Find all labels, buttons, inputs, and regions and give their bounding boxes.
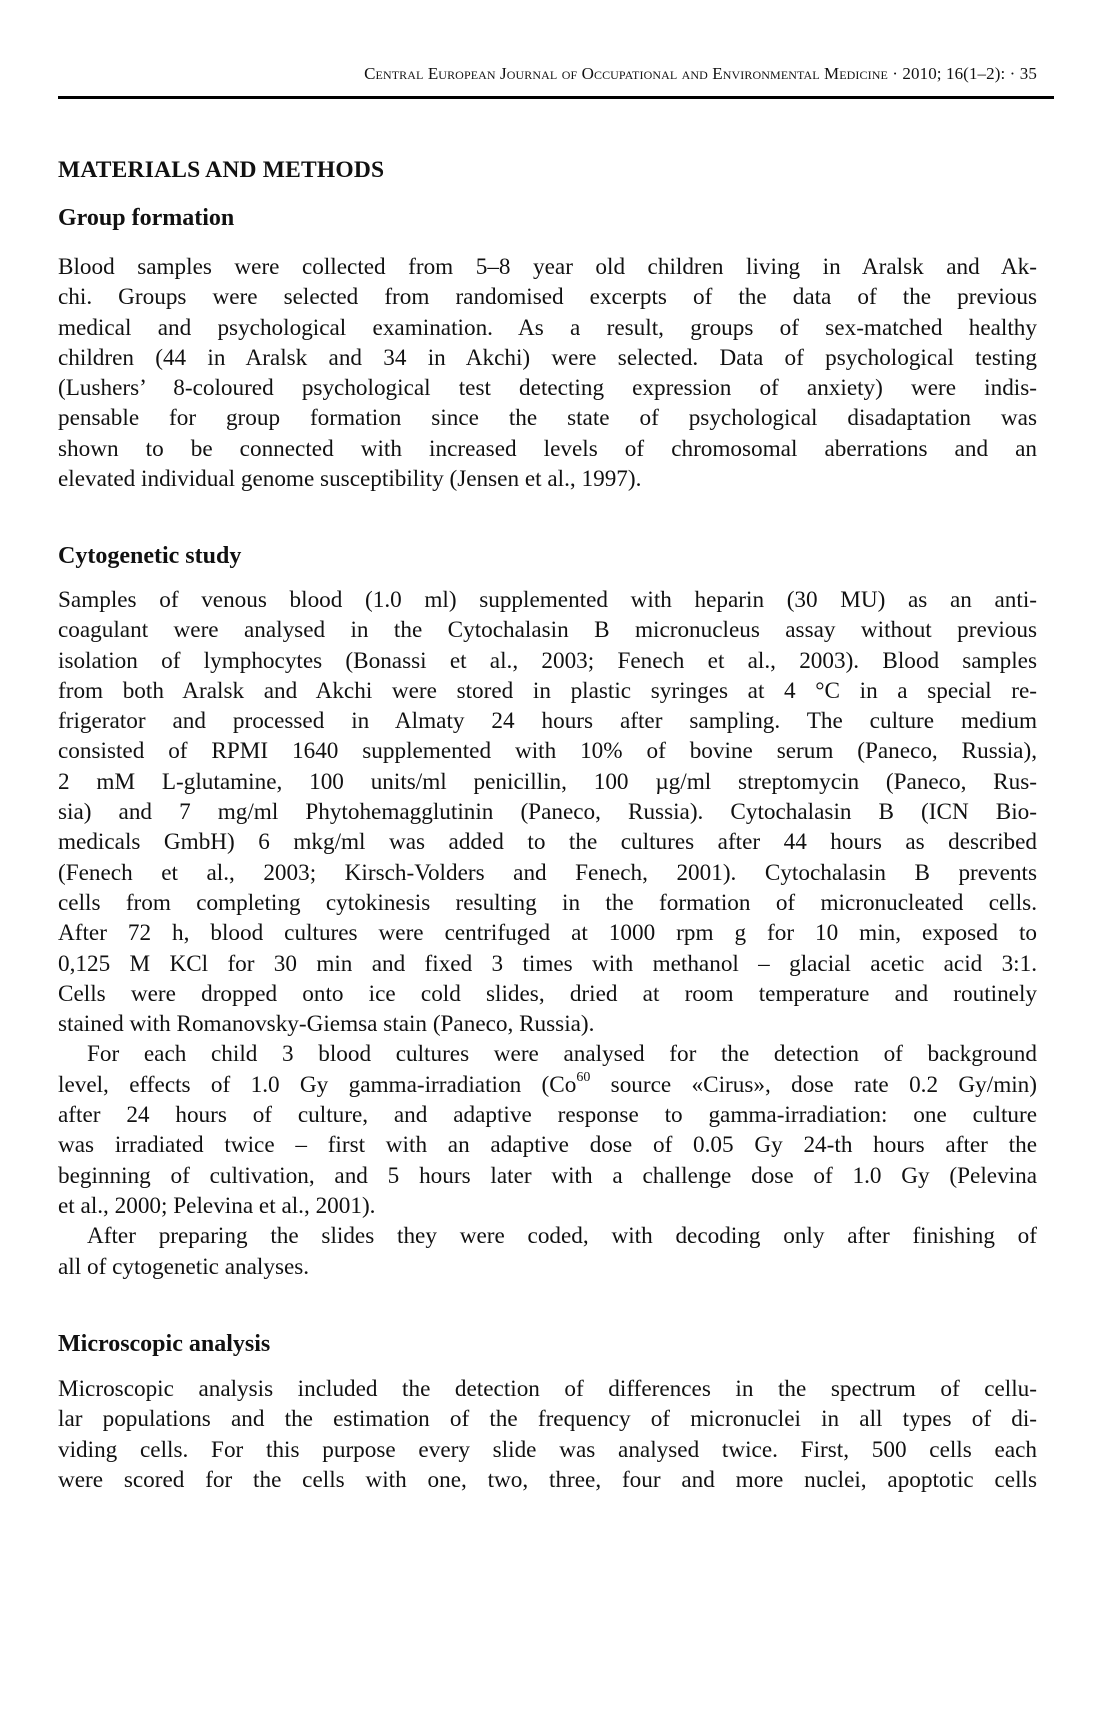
text-line-with-superscript [58, 1070, 1037, 1100]
text-line: medical and psychological examination. As a result, groups of sex-matched healthy [58, 314, 1037, 341]
superscript: 60 [576, 1070, 591, 1086]
text-line: et al., 2000; Pelevina et al., 2001). [58, 1192, 376, 1219]
text-line: consisted of RPMI 1640 supplemented with 10% of bovine serum (Paneco, Russia), [58, 738, 1037, 765]
text-line: viding cells. For this purpose every slide was analysed twice. First, 500 cells each [58, 1436, 1037, 1463]
text-line: Cells were dropped onto ice cold slides, dried at room temperature and routinely [58, 980, 1037, 1007]
text-line: sia) and 7 mg/ml Phytohemagglutinin (Paneco, Russia). Cytochalasin B (ICN Bio- [58, 799, 1037, 826]
text-fragment: level, effects of 1.0 Gy gamma-irradiation (Co [58, 1071, 577, 1098]
section-title: MATERIALS AND METHODS [58, 157, 385, 183]
paragraph [58, 1374, 1037, 1495]
text-line: 2 mM L-glutamine, 100 units/ml penicillin, 100 µg/ml streptomycin (Paneco, Rus- [58, 768, 1037, 795]
subheading-cytogenetic-study: Cytogenetic study [58, 543, 242, 569]
subheading-microscopic-analysis: Microscopic analysis [58, 1331, 271, 1357]
subheading-group-formation: Group formation [58, 205, 235, 231]
text-line: was irradiated twice – first with an adaptive dose of 0.05 Gy 24-th hours after the [58, 1132, 1037, 1159]
journal-title: Central European Journal of Occupational and Environmental Medicine [364, 64, 888, 83]
text-line: (Lushers’ 8-coloured psychological test detecting expression of anxiety) were indis- [58, 375, 1037, 402]
text-fragment: source «Cirus», dose rate 0.2 Gy/min) [590, 1071, 1037, 1098]
text-line: stained with Romanovsky-Giemsa stain (Paneco, Russia). [58, 1011, 595, 1038]
paragraph [58, 252, 1037, 494]
text-line: Samples of venous blood (1.0 ml) supplemented with heparin (30 MU) as an anti- [58, 587, 1037, 613]
text-line: Blood samples were collected from 5–8 year old children living in Aralsk and Ak- [58, 254, 1037, 280]
text-line: after 24 hours of culture, and adaptive response to gamma-irradiation: one culture [58, 1102, 1037, 1129]
text-line: medicals GmbH) 6 mkg/ml was added to the cultures after 44 hours as described [58, 829, 1037, 856]
text-line: 0,125 M KCl for 30 min and fixed 3 times with methanol – glacial acetic acid 3:1. [58, 950, 1037, 977]
citation: · 2010; 16(1–2): · 35 [892, 64, 1037, 83]
text-line: pensable for group formation since the state of psychological disadaptation was [58, 405, 1037, 432]
text-line: coagulant were analysed in the Cytochalasin B micronucleus assay without previous [58, 617, 1037, 644]
running-head [58, 64, 1037, 84]
text-line: frigerator and processed in Almaty 24 hours after sampling. The culture medium [58, 708, 1037, 735]
text-line: children (44 in Aralsk and 34 in Akchi) were selected. Data of psychological testing [58, 344, 1037, 371]
text-line: from both Aralsk and Akchi were stored in plastic syringes at 4 °C in a special re- [58, 677, 1037, 704]
text-line: were scored for the cells with one, two, three, four and more nuclei, apoptotic cells [58, 1466, 1037, 1493]
text-line: cells from completing cytokinesis resulting in the formation of micronucleated cells. [58, 889, 1037, 916]
text-line: chi. Groups were selected from randomised excerpts of the data of the previous [58, 284, 1037, 311]
text-line: After preparing the slides they were coded, with decoding only after finishing of [87, 1223, 1037, 1250]
header-rule [58, 96, 1054, 99]
text-line: shown to be connected with increased levels of chromosomal aberrations and an [58, 435, 1037, 462]
text-line: all of cytogenetic analyses. [58, 1253, 310, 1280]
text-line: elevated individual genome susceptibility (Jensen et al., 1997). [58, 466, 642, 493]
text-line: (Fenech et al., 2003; Kirsch-Volders and Fenech, 2001). Cytochalasin B prevents [58, 859, 1037, 886]
text-line: For each child 3 blood cultures were analysed for the detection of background [87, 1041, 1037, 1068]
text-line: Microscopic analysis included the detection of differences in the spectrum of cellu- [58, 1376, 1037, 1402]
paragraph [58, 585, 1037, 1282]
text-line: beginning of cultivation, and 5 hours later with a challenge dose of 1.0 Gy (Pelevina [58, 1162, 1037, 1189]
text-line: After 72 h, blood cultures were centrifuged at 1000 rpm g for 10 min, exposed to [58, 920, 1037, 947]
text-line: lar populations and the estimation of the frequency of micronuclei in all types of di- [58, 1406, 1037, 1433]
text-line: isolation of lymphocytes (Bonassi et al., 2003; Fenech et al., 2003). Blood samples [58, 647, 1037, 674]
